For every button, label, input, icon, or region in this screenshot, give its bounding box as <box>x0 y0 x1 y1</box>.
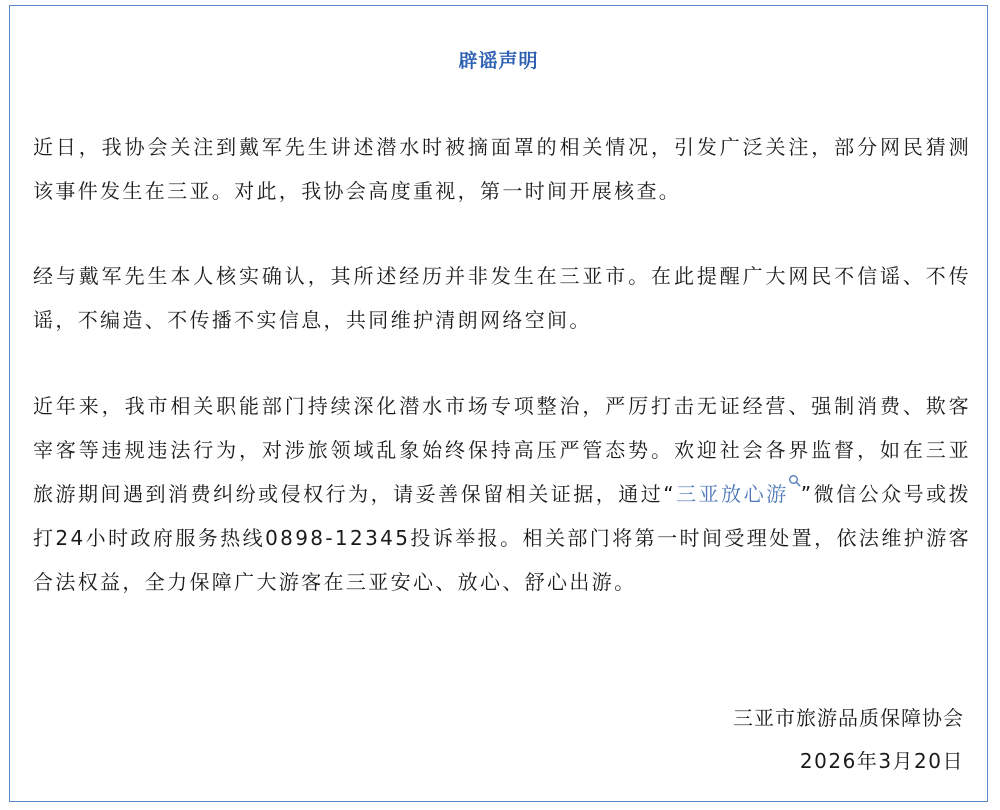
paragraph-1: 近日，我协会关注到戴军先生讲述潜水时被摘面罩的相关情况，引发广泛关注，部分网民猜测该事件发生在三亚。对此，我协会高度重视，第一时间开展核查。 <box>33 135 971 203</box>
paragraph-3-text-before: 近年来，我市相关职能部门持续深化潜水市场专项整治，严厉打击无证经营、强制消费、欺客宰客等违规违法行为，对涉旅领域乱象始终保持高压严管态势。欢迎社会各界监督，如在三亚旅游期间遇到消费纠纷或侵权行为，请妥善保留相关证据，通过“ <box>33 394 971 506</box>
paragraph-3-text-after: ”微信公众号或拨打24小时政府服务热线0898-12345投诉举报。相关部门将第一时间受理处置，依法维护游客合法权益，全力保障广大游客在三亚安心、放心、舒心出游。 <box>33 482 972 594</box>
statement-frame <box>9 5 988 802</box>
page-title: 辟谣声明 <box>458 50 539 72</box>
paragraph-3 <box>33 384 971 604</box>
signature-date: 2026年3月20日 <box>799 749 964 773</box>
signature-organization: 三亚市旅游品质保障协会 <box>733 706 964 730</box>
paragraph-2: 经与戴军先生本人核实确认，其所述经历并非发生在三亚市。在此提醒广大网民不信谣、不传谣，不编造、不传播不实信息，共同维护清朗网络空间。 <box>33 264 971 332</box>
wechat-account-link-text[interactable]: 三亚放心游 <box>676 482 789 506</box>
search-icon[interactable] <box>788 474 801 487</box>
wechat-account-link[interactable] <box>676 482 801 506</box>
